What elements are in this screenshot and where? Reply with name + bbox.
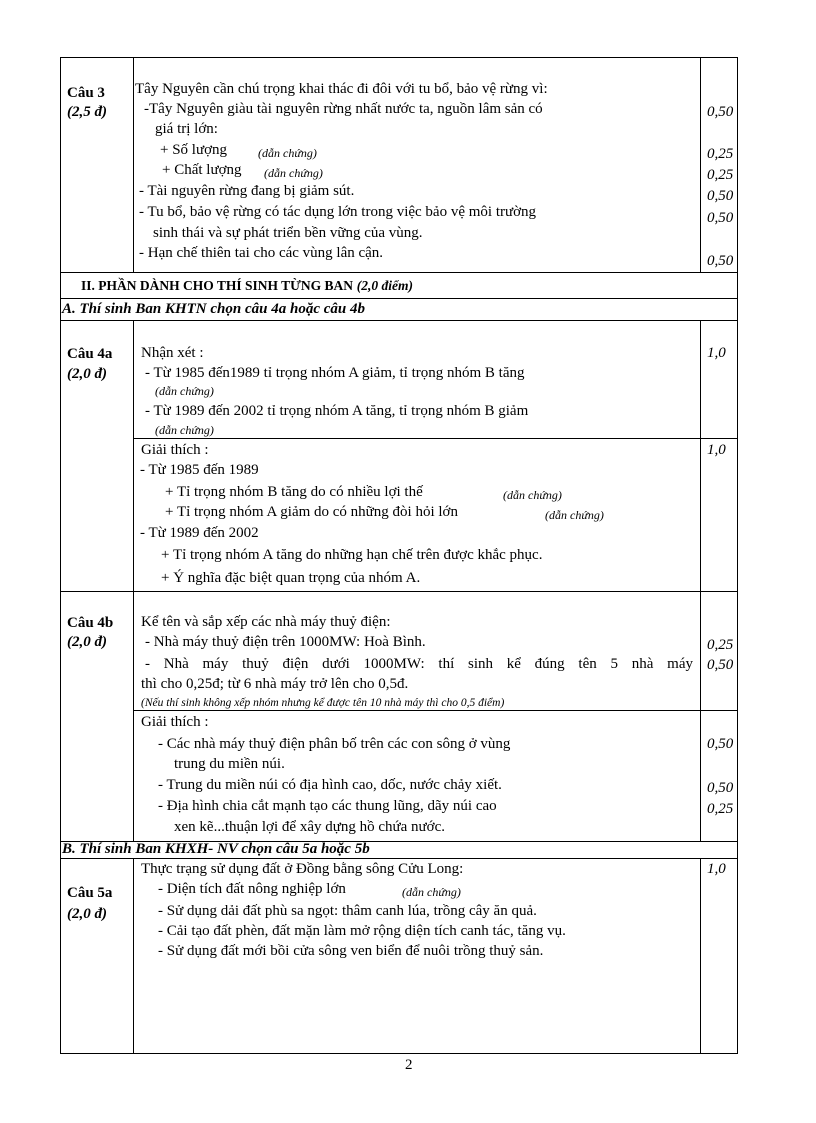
cau3-note: (dẫn chứng) (264, 166, 323, 180)
col-sep-score-cau3 (700, 57, 701, 272)
table-top-border (60, 57, 737, 58)
cau5a-line: - Diện tích đất nông nghiệp lớn (158, 881, 346, 897)
sectionB-title: B. Thí sinh Ban KHXH- NV chọn câu 5a hoặc 5b (62, 841, 370, 857)
table-bottom-border (60, 1053, 737, 1054)
cau4b-points: (2,0 đ) (67, 634, 107, 650)
cau4a-giaithich-line: + Ý nghĩa đặc biệt quan trọng của nhóm A. (161, 570, 421, 586)
col-sep-label-cau3 (133, 57, 134, 272)
cau4a-giaithich-note: (dẫn chứng) (503, 488, 562, 502)
col-sep-score-cau5 (700, 858, 701, 1053)
cau5a-points: (2,0 đ) (67, 906, 107, 922)
cau4a-nhanxet-note: (dẫn chứng) (155, 384, 214, 398)
cau4a-giaithich-line: - Từ 1985 đến 1989 (140, 462, 259, 478)
cau4b-giaithich-score: 0,25 (707, 801, 734, 817)
row-sep-after-cau3 (60, 272, 737, 273)
cau4a-giaithich-line: - Từ 1989 đến 2002 (140, 525, 259, 541)
cau5a-label: Câu 5a (67, 885, 113, 901)
cau4a-nhanxet-line: Nhận xét : (141, 345, 204, 361)
cau3-line: giá trị lớn: (155, 121, 218, 137)
cau5a-line: - Sử dụng đất mới bồi cửa sông ven biển để nuôi trồng thuỷ sản. (158, 943, 544, 959)
cau3-note: (dẫn chứng) (258, 146, 317, 160)
row-sep-after-sectionA (60, 320, 737, 321)
cau3-score: 0,50 (707, 210, 734, 226)
row-sep-after-sectionB (60, 858, 737, 859)
cau5a-line: Thực trạng sử dụng đất ở Đồng bằng sông Cửu Long: (141, 861, 464, 877)
cau4a-nhanxet-line: - Từ 1985 đến1989 tỉ trọng nhóm A giảm, tỉ trọng nhóm B tăng (145, 365, 525, 381)
cau3-score: 0,25 (707, 146, 734, 162)
cau3-line: - Tài nguyên rừng đang bị giảm sút. (139, 183, 355, 199)
cau4a-giaithich-line: + Tỉ trọng nhóm A tăng do những hạn chế trên được khắc phục. (161, 547, 543, 563)
cau3-points: (2,5 đ) (67, 104, 107, 120)
cau4a-giaithich-score: 1,0 (707, 442, 726, 458)
section2-points: (2,0 điểm) (356, 278, 414, 293)
cau4a-label: Câu 4a (67, 346, 113, 362)
cau4b-giaithich-line: xen kẽ...thuận lợi để xây dựng hồ chứa nước. (174, 819, 446, 835)
cau4a-nhanxet-note: (dẫn chứng) (155, 423, 214, 437)
cau5a-note: (dẫn chứng) (402, 885, 461, 899)
cau4a-giaithich-line: + Tỉ trọng nhóm B tăng do có nhiều lợi thế (165, 484, 423, 500)
cau3-score: 0,50 (707, 104, 734, 120)
cau3-line: - Tu bổ, bảo vệ rừng có tác dụng lớn trong việc bảo vệ môi trường (139, 204, 537, 220)
page-number: 2 (405, 1057, 413, 1073)
cau4b-kete-line: - Nhà máy thuỷ điện trên 1000MW: Hoà Bình. (145, 634, 426, 650)
sectionA-title: A. Thí sinh Ban KHTN chọn câu 4a hoặc câu 4b (62, 301, 365, 317)
table-right-border (737, 57, 738, 1054)
cau4a-giaithich-line: Giải thích : (141, 442, 209, 458)
table-left-border (60, 57, 61, 1054)
col-sep-score-cau4 (700, 320, 701, 841)
cau4b-kete-score: 0,50 (707, 657, 734, 673)
row-sep-after-section2 (60, 298, 737, 299)
cau4b-kete-line: thì cho 0,25đ; từ 6 nhà máy trở lên cho 0,5đ. (141, 676, 409, 692)
cau4a-giaithich-line: + Tỉ trọng nhóm A giảm do có những đòi hỏi lớn (165, 504, 458, 520)
cau4b-giaithich-line: trung du miền núi. (174, 756, 285, 772)
cau4b-kete-note: (Nếu thí sinh không xếp nhóm nhưng kể được tên 10 nhà máy thì cho 0,5 điểm) (141, 697, 505, 709)
section2-title: II. PHẦN DÀNH CHO THÍ SINH TỪNG BAN (81, 278, 354, 293)
cau5a-line: - Sử dụng dải đất phù sa ngọt: thâm canh lúa, trồng cây ăn quả. (158, 903, 537, 919)
cau4b-giaithich-line: - Địa hình chia cắt mạnh tạo các thung lũng, dãy núi cao (158, 798, 497, 814)
cau4a-nhanxet-line: - Từ 1989 đến 2002 tỉ trọng nhóm A tăng, tỉ trọng nhóm B giảm (145, 403, 529, 419)
cau5a-line: - Cải tạo đất phèn, đất mặn làm mở rộng diện tích canh tác, tăng vụ. (158, 923, 566, 939)
cau4b-giaithich-line: - Các nhà máy thuỷ điện phân bố trên các con sông ở vùng (158, 736, 511, 752)
cau4b-giaithich-score: 0,50 (707, 780, 734, 796)
cau3-line: + Chất lượng (162, 162, 242, 178)
cau4b-label: Câu 4b (67, 615, 114, 631)
cau3-line: - Hạn chế thiên tai cho các vùng lân cận. (139, 245, 384, 261)
col-sep-label-cau5 (133, 858, 134, 1053)
cau4b-giaithich-score: 0,50 (707, 736, 734, 752)
cau4a-nhanxet-score: 1,0 (707, 345, 726, 361)
cau3-line: + Số lượng (160, 142, 228, 158)
cau4b-giaithich-line: Giải thích : (141, 714, 209, 730)
section2-heading (81, 277, 413, 295)
cau3-score: 0,50 (707, 253, 734, 269)
cau4b-kete-line: - Nhà máy thuỷ điện dưới 1000MW: thí sinh kể đúng tên 5 nhà máy (145, 656, 693, 672)
cau3-line: sinh thái và sự phát triển bền vững của vùng. (153, 225, 423, 241)
cau5a-score: 1,0 (707, 861, 726, 877)
col-sep-label-cau4 (133, 320, 134, 841)
cau3-score: 0,25 (707, 167, 734, 183)
cau4b-kete-score: 0,25 (707, 637, 734, 653)
cau4a-giaithich-note: (dẫn chứng) (545, 508, 604, 522)
row-sep-after-cau4a (60, 591, 737, 592)
cau3-score: 0,50 (707, 188, 734, 204)
row-sep-4a-inner (133, 438, 737, 439)
cau4a-points: (2,0 đ) (67, 366, 107, 382)
cau3-label: Câu 3 (67, 85, 105, 101)
cau4b-giaithich-line: - Trung du miền núi có địa hình cao, dốc, nước chảy xiết. (158, 777, 502, 793)
cau3-line: Tây Nguyên cần chú trọng khai thác đi đôi với tu bổ, bảo vệ rừng vì: (135, 81, 548, 97)
cau3-line: -Tây Nguyên giàu tài nguyên rừng nhất nước ta, nguồn lâm sản có (144, 101, 543, 117)
cau4b-kete-line: Kể tên và sắp xếp các nhà máy thuỷ điện: (141, 614, 391, 630)
